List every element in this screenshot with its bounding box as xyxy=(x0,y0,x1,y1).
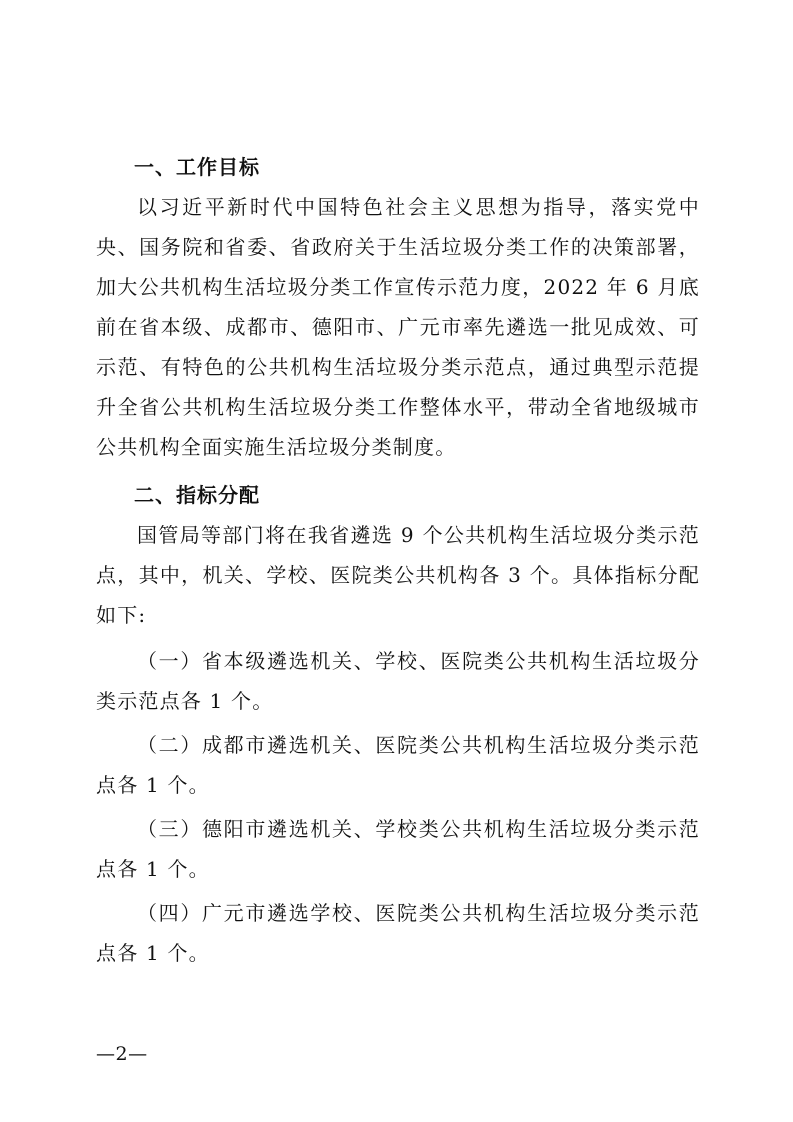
allocation-item-guangyuan: （四）广元市遴选学校、医院类公共机构生活垃圾分类示范点各 1 个。 xyxy=(96,901,700,965)
allocation-item-deyang: （三）德阳市遴选机关、学校类公共机构生活垃圾分类示范点各 1 个。 xyxy=(96,817,700,881)
page-number: —2— xyxy=(96,1043,148,1065)
section-heading-allocation: 二、指标分配 xyxy=(134,483,260,507)
allocation-item-provincial: （一）省本级遴选机关、学校、医院类公共机构生活垃圾分类示范点各 1 个。 xyxy=(96,649,700,713)
allocation-intro-paragraph: 国管局等部门将在我省遴选 9 个公共机构生活垃圾分类示范点，其中，机关、学校、医院类公共机构各 3 个。具体指标分配如下: xyxy=(96,523,700,627)
allocation-item-chengdu: （二）成都市遴选机关、医院类公共机构生活垃圾分类示范点各 1 个。 xyxy=(96,733,700,797)
goals-paragraph: 以习近平新时代中国特色社会主义思想为指导，落实党中央、国务院和省委、省政府关于生活垃圾分类工作的决策部署，加大公共机构生活垃圾分类工作宣传示范力度，2022 年 6 月底前在省本级、成都市、德阳市、广元市率先遴选一批见成效、可示范、有特色的公共机构生活垃圾分类示范点，通过典型示范提升全省公共机构生活垃圾分类工作整体水平，带动全省地级城市公共机构全面实施生活垃圾分类制度。 xyxy=(96,195,700,459)
section-heading-goals: 一、工作目标 xyxy=(134,155,260,179)
